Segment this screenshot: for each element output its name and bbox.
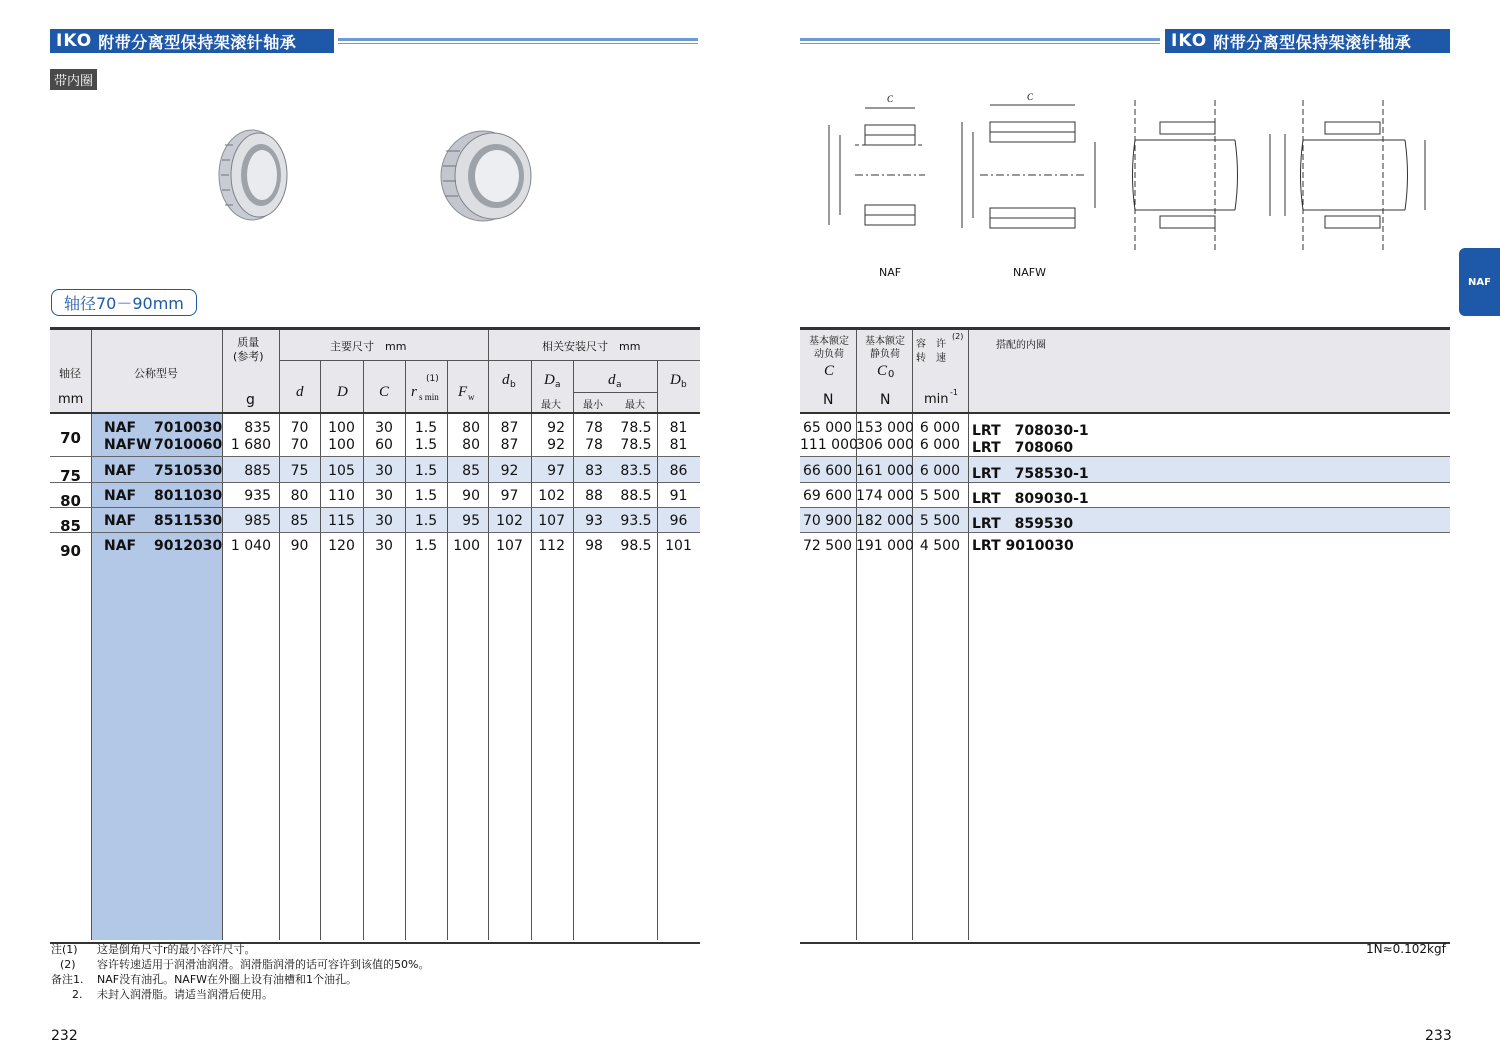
col-dyn-header: 基本额定 动负荷 — [809, 336, 849, 360]
col-shaft-header: 轴径 — [59, 367, 81, 380]
cell-Db: 91 — [669, 488, 688, 504]
sym-Fw-sub: w — [468, 392, 475, 402]
model-number: 7010030 — [154, 420, 223, 436]
right-spec-table — [800, 327, 1450, 944]
cell-mass: 835 — [244, 420, 271, 436]
col-ring-header: 搭配的内圈 — [996, 340, 1046, 351]
cell-Da: 97 — [547, 463, 565, 479]
cell-speed: 4 500 — [919, 538, 960, 554]
shaft-cell: 90 — [60, 542, 81, 560]
model-number: 8511530 — [154, 513, 223, 529]
hrule — [279, 360, 700, 361]
cell-da_max: 93.5 — [620, 513, 652, 529]
cell-mass: 885 — [244, 463, 271, 479]
cell-C: 69 600 — [803, 488, 852, 504]
col-dyn-sym: C — [824, 363, 835, 379]
cell-Db: 81 — [669, 437, 688, 453]
cell-C0: 191 000 — [856, 538, 914, 554]
col-stat-sub: 0 — [888, 369, 895, 380]
sym-d: d — [296, 384, 304, 400]
cell-d: 70 — [290, 437, 309, 453]
inner-ring-cell: LRT 708030-1 — [972, 423, 1089, 439]
install-dims-header: 相关安装尺寸 mm — [542, 340, 641, 353]
cell-D: 100 — [328, 437, 355, 453]
nafw-bearing-photo — [438, 126, 536, 226]
cell-D: 120 — [328, 538, 355, 554]
cell-da_max: 88.5 — [620, 488, 652, 504]
cell-Db: 81 — [669, 420, 688, 436]
cell-speed: 5 500 — [919, 513, 960, 529]
note-text: 这是倒角尺寸r的最小容许尺寸。 — [97, 943, 256, 956]
cell-db: 107 — [496, 538, 523, 554]
diagram-label-nafw: NAFW — [1013, 266, 1046, 279]
sym-r: r — [411, 384, 417, 400]
main-dims-header: 主要尺寸 mm — [330, 340, 407, 353]
header-left — [50, 29, 334, 53]
cell-Da: 92 — [547, 420, 565, 436]
da-max2-label: 最大 — [625, 400, 645, 411]
cell-da_min: 88 — [585, 488, 603, 504]
cell-Da: 92 — [547, 437, 565, 453]
cell-da_max: 78.5 — [620, 420, 652, 436]
sym-db: d — [502, 372, 510, 388]
cell-D: 100 — [328, 420, 355, 436]
col-speed-header-b: 转 速 — [916, 353, 946, 364]
col-mass-header: 质量 (参考) — [233, 336, 264, 363]
col-mass-unit: g — [246, 392, 255, 408]
cell-d: 80 — [290, 488, 309, 504]
dim-c-label: C — [887, 94, 894, 104]
sym-da-sub: a — [616, 380, 622, 390]
header-title-left: 附带分离型保持架滚针轴承 — [98, 32, 297, 52]
cell-C: 111 000 — [800, 437, 858, 453]
cell-mass: 1 680 — [230, 437, 271, 453]
model-series: NAF — [104, 513, 137, 529]
cell-C: 30 — [375, 463, 393, 479]
cell-Fw: 85 — [462, 463, 480, 479]
model-series: NAFW — [104, 437, 152, 453]
shaft-cell: 75 — [60, 467, 81, 485]
cell-r: 1.5 — [414, 420, 438, 436]
note-text: 容许转速适用于润滑油润滑。润滑脂润滑的话可容许到该值的50%。 — [97, 958, 430, 971]
note-label: 备注1. — [51, 973, 84, 986]
da-under-line — [573, 392, 657, 393]
cell-r: 1.5 — [414, 463, 438, 479]
cell-r: 1.5 — [414, 437, 438, 453]
cell-D: 115 — [328, 513, 355, 529]
da-min-label: 最小 — [583, 400, 603, 411]
cell-Fw: 90 — [462, 488, 480, 504]
cell-da_min: 93 — [585, 513, 603, 529]
sym-D: D — [337, 384, 348, 400]
iko-logo: IKO — [56, 31, 93, 51]
hrule — [50, 507, 700, 508]
col-stat-header: 基本额定 静负荷 — [865, 336, 905, 360]
header-title-right: 附带分离型保持架滚针轴承 — [1213, 32, 1412, 52]
hrule — [50, 412, 700, 414]
sym-r-sub: s min — [419, 392, 439, 402]
cell-Da: 112 — [538, 538, 565, 554]
model-series: NAF — [104, 488, 137, 504]
cell-da_max: 83.5 — [620, 463, 652, 479]
col-speed-exp: -1 — [950, 388, 958, 397]
cell-Fw: 100 — [453, 538, 480, 554]
col-speed-unit: min — [924, 392, 949, 407]
model-series: NAF — [104, 420, 137, 436]
model-number: 9012030 — [154, 538, 223, 554]
cell-Fw: 80 — [462, 437, 480, 453]
page-number-left: 232 — [51, 1028, 78, 1044]
cell-C: 70 900 — [803, 513, 852, 529]
note-label: 注(1) — [51, 943, 78, 956]
cell-mass: 985 — [244, 513, 271, 529]
cell-speed: 6 000 — [919, 463, 960, 479]
vline — [91, 330, 92, 940]
header-right — [1165, 29, 1450, 53]
note-label: (2) — [60, 958, 76, 971]
cell-da_min: 78 — [585, 420, 603, 436]
dimension-drawings — [815, 90, 1455, 255]
hrule — [50, 456, 700, 457]
cell-D: 110 — [328, 488, 355, 504]
cell-Db: 101 — [665, 538, 692, 554]
diagram-label-naf: NAF — [879, 266, 902, 279]
da-max-label: 最大 — [541, 400, 561, 411]
side-tab-naf[interactable]: NAF — [1459, 248, 1500, 316]
cell-Fw: 95 — [462, 513, 480, 529]
inner-ring-cell: LRT 758530-1 — [972, 466, 1089, 482]
cell-db: 102 — [496, 513, 523, 529]
section-tag: 带内圈 — [50, 69, 97, 90]
dim-c-label: C — [1027, 92, 1034, 102]
model-number: 8011030 — [154, 488, 223, 504]
page-number-right: 233 — [1425, 1028, 1452, 1044]
sym-Da-sub: a — [555, 380, 561, 390]
cell-d: 75 — [290, 463, 309, 479]
cell-Fw: 80 — [462, 420, 480, 436]
cell-da_max: 98.5 — [620, 538, 652, 554]
shaft-cell: 70 — [60, 429, 81, 447]
cell-r: 1.5 — [414, 488, 438, 504]
sym-da: d — [608, 372, 616, 388]
model-series: NAF — [104, 463, 137, 479]
cell-C: 30 — [375, 420, 393, 436]
cell-C0: 306 000 — [856, 437, 914, 453]
cell-C: 65 000 — [803, 420, 852, 436]
sym-r-note: (1) — [426, 374, 439, 384]
sym-Db-sub: b — [681, 380, 687, 390]
col-shaft-unit: mm — [58, 392, 84, 407]
col-dyn-unit: N — [823, 392, 834, 408]
inner-ring-cell: LRT 9010030 — [972, 538, 1074, 554]
sym-Fw: F — [458, 384, 468, 400]
vline — [968, 330, 969, 940]
cell-d: 90 — [290, 538, 309, 554]
cell-db: 87 — [500, 420, 519, 436]
cell-C: 30 — [375, 538, 393, 554]
conversion-note: 1N≈0.102kgf — [1366, 942, 1446, 956]
sym-Da: D — [544, 372, 555, 388]
cell-d: 85 — [290, 513, 309, 529]
cell-speed: 5 500 — [919, 488, 960, 504]
sym-C: C — [379, 384, 390, 400]
cell-da_min: 98 — [585, 538, 603, 554]
model-number: 7510530 — [154, 463, 223, 479]
shaft-range-label: 轴径70－90mm — [51, 289, 197, 316]
cell-mass: 935 — [244, 488, 271, 504]
inner-ring-cell: LRT 859530 — [972, 516, 1074, 532]
cell-C: 66 600 — [803, 463, 852, 479]
inner-ring-cell: LRT 809030-1 — [972, 491, 1089, 507]
cell-r: 1.5 — [414, 538, 438, 554]
cell-Da: 102 — [538, 488, 565, 504]
model-number: 7010060 — [154, 437, 223, 453]
cell-da_max: 78.5 — [620, 437, 652, 453]
cell-Db: 86 — [669, 463, 688, 479]
col-speed-note: (2) — [952, 332, 964, 341]
cell-C0: 182 000 — [856, 513, 914, 529]
cell-C: 72 500 — [803, 538, 852, 554]
header-rule-right-thin — [800, 43, 1160, 44]
col-model-header: 公称型号 — [134, 367, 178, 380]
hrule — [800, 412, 1450, 414]
col-stat-unit: N — [880, 392, 891, 408]
cell-da_min: 83 — [585, 463, 603, 479]
cell-C: 30 — [375, 488, 393, 504]
cell-speed: 6 000 — [919, 420, 960, 436]
cell-da_min: 78 — [585, 437, 603, 453]
cell-speed: 6 000 — [919, 437, 960, 453]
iko-logo: IKO — [1171, 31, 1208, 51]
note-label: 2. — [72, 988, 83, 1001]
model-series: NAF — [104, 538, 137, 554]
cell-d: 70 — [290, 420, 309, 436]
cell-C: 30 — [375, 513, 393, 529]
shaft-cell: 80 — [60, 492, 81, 510]
cell-mass: 1 040 — [230, 538, 271, 554]
shaft-cell: 85 — [60, 517, 81, 535]
cell-db: 92 — [500, 463, 519, 479]
cell-C: 60 — [375, 437, 393, 453]
hrule — [50, 532, 700, 533]
cell-D: 105 — [328, 463, 355, 479]
cell-r: 1.5 — [414, 513, 438, 529]
header-rule-left — [338, 38, 698, 41]
cell-C0: 174 000 — [856, 488, 914, 504]
naf-bearing-photo — [215, 125, 290, 225]
col-stat-sym: C — [877, 363, 888, 379]
sym-db-sub: b — [510, 380, 516, 390]
header-rule-left-thin — [338, 43, 698, 44]
cell-Da: 107 — [538, 513, 565, 529]
note-text: 未封入润滑脂。请适当润滑后使用。 — [97, 988, 273, 1001]
inner-ring-cell: LRT 708060 — [972, 440, 1074, 456]
header-rule-right — [800, 38, 1160, 41]
cell-C0: 161 000 — [856, 463, 914, 479]
sym-Db: D — [670, 372, 681, 388]
hrule — [50, 482, 700, 483]
cell-Db: 96 — [669, 513, 688, 529]
cell-db: 97 — [500, 488, 519, 504]
cell-C0: 153 000 — [856, 420, 914, 436]
left-spec-table — [50, 327, 700, 944]
cell-db: 87 — [500, 437, 519, 453]
note-text: NAF没有油孔。NAFW在外圈上设有油槽和1个油孔。 — [97, 973, 358, 986]
col-speed-header-a: 容 许 — [916, 339, 946, 350]
